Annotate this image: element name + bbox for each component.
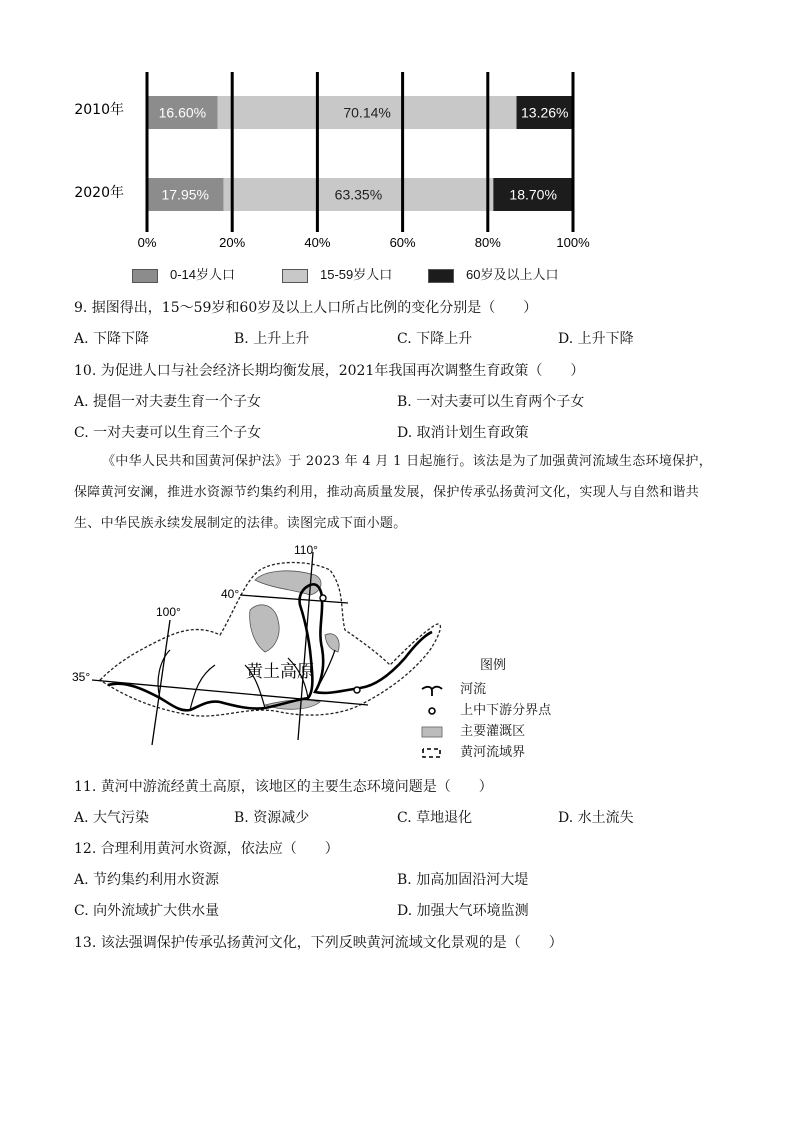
bar-label-0-0: 16.60% <box>158 104 207 121</box>
legend-row-river <box>420 678 486 697</box>
bar-label-1-1: 63.35% <box>334 186 383 203</box>
bar-label-1-2: 18.70% <box>509 186 557 203</box>
category-label-2020: 2020年 <box>74 185 124 201</box>
bar-label-1-0: 17.95% <box>161 186 209 203</box>
lon-label-110: 110° <box>294 543 318 557</box>
q10-option-b[interactable]: B. 一对夫妻可以生育两个子女 <box>397 394 585 410</box>
bar-label-0-2: 13.26% <box>521 104 569 121</box>
legend-label: 0-14岁人口 <box>170 267 236 282</box>
q11-option-c[interactable]: C. 草地退化 <box>397 810 473 826</box>
legend-row-division <box>420 699 551 718</box>
region-label: 黄土高原 <box>246 662 314 682</box>
question-12: 12. 合理利用黄河水资源，依法应（ ） <box>74 841 339 857</box>
q10-option-c[interactable]: C. 一对夫妻可以生育三个子女 <box>74 425 262 441</box>
passage-text: 《中华人民共和国黄河保护法》于 2023 年 4 月 1 日起施行。该法是为了加强黄河流域生态环境保护，保障黄河安澜，推进水资源节约集约利用，推动高质量发展，保护传承弘扬黄河文化，实现人与自然和谐共生、中华民族永续发展制定的法律。读图完成下面小题。 <box>74 454 713 531</box>
q12-option-d[interactable]: D. 加强大气环境监测 <box>397 903 529 919</box>
q11-option-a[interactable]: A. 大气污染 <box>74 810 150 826</box>
q12-option-b[interactable]: B. 加高加固沿河大堤 <box>397 872 529 888</box>
q11-option-b[interactable]: B. 资源减少 <box>234 810 310 826</box>
legend-item-15-59 <box>282 264 392 283</box>
legend-label: 黄河流域界 <box>460 745 526 760</box>
meridian-100 <box>152 620 170 745</box>
q9-option-d[interactable]: D. 上升下降 <box>558 331 634 347</box>
irrigation-icon <box>420 725 444 739</box>
q9-option-a[interactable]: A. 下降下降 <box>74 331 150 347</box>
legend-swatch <box>282 269 308 283</box>
river-icon <box>420 683 444 697</box>
x-tick-label: 60% <box>389 235 416 250</box>
irrigation-area-small <box>325 634 339 652</box>
legend-label: 60岁及以上人口 <box>466 267 559 282</box>
legend-swatch <box>132 269 158 283</box>
q10-option-a[interactable]: A. 提倡一对夫妻生育一个子女 <box>74 394 262 410</box>
legend-label: 主要灌溉区 <box>460 724 526 739</box>
question-9: 9. 据图得出，15～59岁和60岁及以上人口所占比例的变化分别是（ ） <box>74 300 538 316</box>
population-chart <box>0 0 794 260</box>
lat-label-35: 35° <box>72 670 91 684</box>
q9-option-c[interactable]: C. 下降上升 <box>397 331 473 347</box>
legend-label: 15-59岁人口 <box>320 267 393 282</box>
legend-row-boundary <box>420 741 525 760</box>
division-point-icon <box>420 704 444 718</box>
legend-label: 上中下游分界点 <box>460 703 552 718</box>
x-tick-label: 0% <box>137 235 157 250</box>
x-tick-label: 80% <box>474 235 501 250</box>
legend-row-irrigation <box>420 720 525 739</box>
lon-label-100: 100° <box>156 605 181 619</box>
q9-option-b[interactable]: B. 上升上升 <box>234 331 310 347</box>
x-tick-label: 100% <box>556 235 590 250</box>
question-10: 10. 为促进人口与社会经济长期均衡发展，2021年我国再次调整生育政策（ ） <box>74 363 585 379</box>
q12-option-c[interactable]: C. 向外流域扩大供水量 <box>74 903 220 919</box>
legend-swatch <box>428 269 454 283</box>
question-11: 11. 黄河中游流经黄土高原，该地区的主要生态环境问题是（ ） <box>74 779 493 795</box>
boundary-icon <box>420 746 444 760</box>
tributary <box>315 650 335 692</box>
lat-label-40: 40° <box>221 587 240 601</box>
legend-item-60plus <box>428 264 558 283</box>
bar-label-0-1: 70.14% <box>343 104 391 121</box>
q10-option-d[interactable]: D. 取消计划生育政策 <box>397 425 529 441</box>
irrigation-area-ningxia <box>250 605 279 652</box>
legend-label: 河流 <box>460 682 487 697</box>
q11-option-d[interactable]: D. 水土流失 <box>558 810 634 826</box>
q12-option-a[interactable]: A. 节约集约利用水资源 <box>74 872 220 888</box>
map-legend-title: 图例 <box>480 658 507 673</box>
division-point-lower <box>354 687 360 693</box>
x-tick-label: 20% <box>219 235 246 250</box>
yellow-river-map <box>60 540 460 770</box>
legend-item-0-14 <box>132 264 235 283</box>
division-point-upper <box>320 595 326 601</box>
reading-passage <box>74 446 724 539</box>
category-label-2010: 2010年 <box>74 102 124 118</box>
parallel-40 <box>240 595 348 603</box>
x-tick-label: 40% <box>304 235 331 250</box>
question-13: 13. 该法强调保护传承弘扬黄河文化，下列反映黄河流域文化景观的是（ ） <box>74 935 563 951</box>
